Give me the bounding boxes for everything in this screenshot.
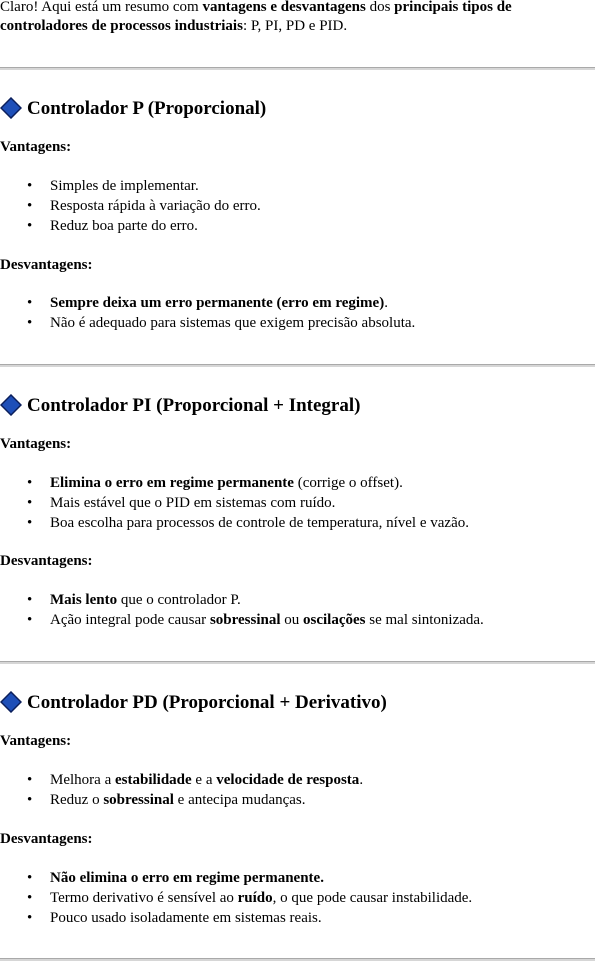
list-item	[0, 217, 261, 237]
bullet-icon: •	[27, 772, 33, 788]
section-title-pd	[0, 689, 387, 715]
horizontal-rule	[0, 364, 595, 367]
text-run: que o controlador P.	[117, 592, 241, 608]
horizontal-rule	[0, 661, 595, 664]
desvantagens-label: Desvantagens:	[0, 553, 93, 569]
intro-paragraph	[0, 0, 595, 36]
bullet-icon: •	[27, 592, 33, 608]
text-run: dos	[365, 0, 395, 15]
blue-diamond-icon	[0, 691, 22, 713]
text-run: Reduz o	[50, 792, 104, 808]
text-run: ou	[280, 612, 304, 628]
bullet-icon: •	[27, 910, 33, 926]
section-title-pi	[0, 392, 360, 418]
bold-text: Sempre deixa um erro permanente (erro em regime)	[50, 295, 385, 311]
bold-text: ruído	[237, 890, 273, 906]
bullet-icon: •	[27, 612, 33, 628]
text-run: Reduz boa parte do erro.	[50, 218, 198, 234]
bold-text: estabilidade	[114, 772, 192, 788]
list-item	[0, 177, 261, 197]
list-item	[0, 591, 484, 611]
vantagens-list	[0, 177, 261, 237]
bullet-icon: •	[27, 495, 33, 511]
bold-text: Não elimina o erro em regime permanente.	[50, 870, 324, 886]
text-run: Resposta rápida à variação do erro.	[50, 198, 261, 214]
vantagens-list	[0, 771, 363, 811]
desvantagens-list	[0, 294, 415, 334]
blue-diamond-icon	[0, 97, 22, 119]
vantagens-label: Vantagens:	[0, 733, 72, 749]
bullet-icon: •	[27, 198, 33, 214]
section-title-text: Controlador PD (Proporcional + Derivativo)	[27, 691, 387, 713]
text-run: Mais estável que o PID em sistemas com ruído.	[50, 495, 336, 511]
text-run: Termo derivativo é sensível ao	[50, 890, 238, 906]
bullet-icon: •	[27, 295, 33, 311]
text-run: : P, PI, PD e PID.	[242, 18, 348, 34]
text-run: Boa escolha para processos de controle de temperatura, nível e vazão.	[50, 515, 469, 531]
section-title-p	[0, 95, 266, 121]
list-item	[0, 771, 363, 791]
vantagens-list	[0, 474, 469, 534]
text-run: Não é adequado para sistemas que exigem precisão absoluta.	[50, 315, 416, 331]
text-run: .	[359, 772, 364, 788]
list-item	[0, 314, 415, 334]
list-item	[0, 294, 415, 314]
bold-text: Elimina o erro em regime permanente	[50, 475, 294, 491]
text-run: .	[384, 295, 388, 311]
bullet-icon: •	[27, 870, 33, 886]
intro-line-1	[0, 0, 595, 17]
horizontal-rule	[0, 958, 595, 961]
text-run: Melhora a	[50, 772, 115, 788]
text-run: Claro! Aqui está um resumo com	[0, 0, 203, 15]
vantagens-label: Vantagens:	[0, 436, 72, 452]
bullet-icon: •	[27, 315, 33, 331]
bold-text: sobressinal	[103, 792, 174, 808]
bold-text: sobressinal	[209, 612, 281, 628]
desvantagens-label: Desvantagens:	[0, 831, 93, 847]
text-run: Simples de implementar.	[50, 178, 199, 194]
bullet-icon: •	[27, 178, 33, 194]
horizontal-rule	[0, 67, 595, 70]
list-item	[0, 514, 469, 534]
list-item	[0, 197, 261, 217]
list-item	[0, 474, 469, 494]
intro-line-2	[0, 17, 595, 36]
text-run: Pouco usado isoladamente em sistemas reais.	[50, 910, 322, 926]
list-item	[0, 611, 484, 631]
text-run: se mal sintonizada.	[365, 612, 484, 628]
bold-text: velocidade de resposta	[216, 772, 360, 788]
bold-text: controladores de processos industriais	[0, 18, 243, 34]
bold-text: vantagens e desvantagens	[202, 0, 366, 15]
blue-diamond-icon	[0, 394, 22, 416]
bullet-icon: •	[27, 475, 33, 491]
vantagens-label: Vantagens:	[0, 139, 72, 155]
list-item	[0, 494, 469, 514]
text-run: (corrige o offset).	[293, 475, 403, 491]
text-run: Ação integral pode causar	[50, 612, 210, 628]
text-run: e a	[191, 772, 217, 788]
desvantagens-list	[0, 591, 484, 631]
bullet-icon: •	[27, 515, 33, 531]
section-title-text: Controlador P (Proporcional)	[27, 97, 267, 119]
section-title-text: Controlador PI (Proporcional + Integral)	[27, 394, 361, 416]
list-item	[0, 791, 363, 811]
bullet-icon: •	[27, 890, 33, 906]
list-item	[0, 889, 472, 909]
list-item	[0, 869, 472, 889]
bold-text: Mais lento	[50, 592, 118, 608]
bullet-icon: •	[27, 792, 33, 808]
bold-text: oscilações	[303, 612, 366, 628]
list-item	[0, 909, 472, 929]
text-run: e antecipa mudanças.	[173, 792, 306, 808]
text-run: , o que pode causar instabilidade.	[272, 890, 473, 906]
bold-text: principais tipos de	[394, 0, 512, 15]
bullet-icon: •	[27, 218, 33, 234]
desvantagens-list	[0, 869, 472, 929]
desvantagens-label: Desvantagens:	[0, 257, 93, 273]
